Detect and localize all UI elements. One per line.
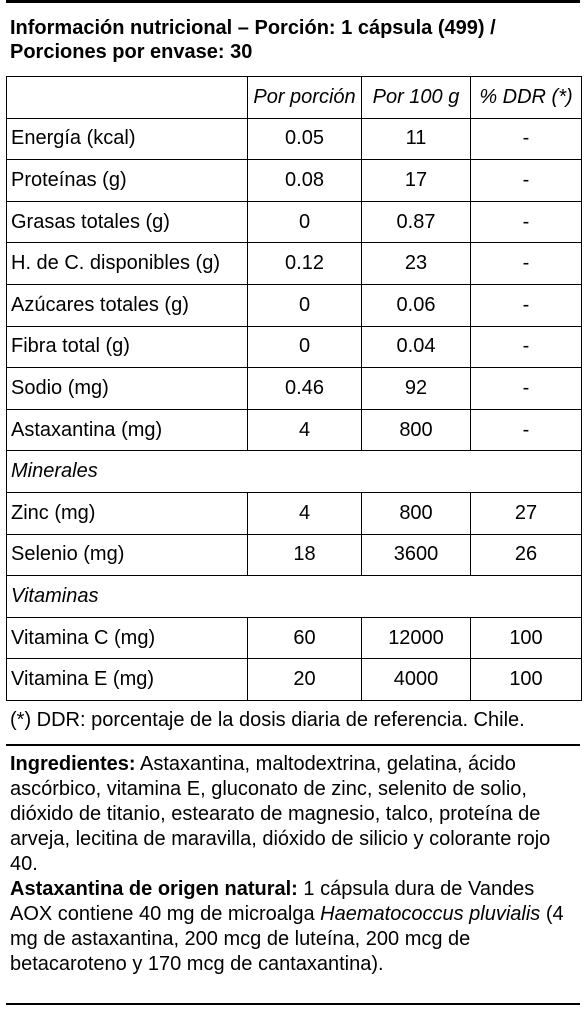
per-100g-value: 3600 [362, 534, 471, 576]
ddr-value: - [471, 243, 582, 285]
table-row [7, 284, 582, 326]
nutrient-name: Grasas totales (g) [7, 201, 248, 243]
table-row [7, 326, 582, 368]
per-100g-value: 23 [362, 243, 471, 285]
table-row [7, 409, 582, 451]
column-header-per-100g: Por 100 g [362, 77, 471, 119]
ingredients-block [10, 752, 580, 977]
ddr-value: - [471, 409, 582, 451]
per-100g-value: 12000 [362, 617, 471, 659]
per-serving-value: 0.46 [248, 368, 362, 410]
ddr-value: - [471, 201, 582, 243]
table-row [7, 492, 582, 534]
column-header-ddr: % DDR (*) [471, 77, 582, 119]
ddr-value: 100 [471, 659, 582, 701]
table-row [7, 160, 582, 202]
table-row [7, 659, 582, 701]
ingredients-text: Astaxantina, maltodextrina, gelatina, ácido ascórbico, vitamina E, gluconato de zinc, selenito de solio, dióxido de titanio, estearato de magnesio, talco, proteína de arveja, lecitina de maravilla, dióxido de silicio y colorante rojo 40. [10, 753, 551, 875]
nutrient-name: Fibra total (g) [7, 326, 248, 368]
nutrient-name: Azúcares totales (g) [7, 284, 248, 326]
per-100g-value: 4000 [362, 659, 471, 701]
per-100g-value: 17 [362, 160, 471, 202]
table-row [7, 118, 582, 160]
ddr-value: - [471, 284, 582, 326]
per-100g-value: 92 [362, 368, 471, 410]
per-serving-value: 4 [248, 409, 362, 451]
header-line-1: Información nutricional – Porción: 1 cápsula (499) / [10, 17, 496, 39]
nutrient-name: Astaxantina (mg) [7, 409, 248, 451]
per-100g-value: 0.87 [362, 201, 471, 243]
table-row [7, 534, 582, 576]
nutrient-name: Proteínas (g) [7, 160, 248, 202]
per-serving-value: 20 [248, 659, 362, 701]
bottom-rule [6, 1003, 580, 1005]
per-serving-value: 0 [248, 201, 362, 243]
nutrient-name: Sodio (mg) [7, 368, 248, 410]
ddr-value: - [471, 326, 582, 368]
per-100g-value: 11 [362, 118, 471, 160]
per-100g-value: 0.06 [362, 284, 471, 326]
per-100g-value: 800 [362, 492, 471, 534]
ingredients-label: Ingredientes: [10, 753, 136, 775]
nutrient-name: H. de C. disponibles (g) [7, 243, 248, 285]
ddr-footnote: (*) DDR: porcentaje de la dosis diaria de referencia. Chile. [10, 709, 525, 731]
per-serving-value: 0 [248, 326, 362, 368]
origin-label: Astaxantina de origen natural: [10, 878, 298, 900]
origin-text-2: (4 mg de astaxantina, 200 mcg de luteína, 200 mcg de betacaroteno y 170 mcg de cantaxantina). [10, 903, 564, 975]
section-row-minerals [7, 451, 582, 493]
origin-species: Haematococcus pluvialis [320, 903, 541, 925]
column-header-per-serving: Por porción [248, 77, 362, 119]
nutrition-header [10, 16, 580, 64]
per-serving-value: 60 [248, 617, 362, 659]
nutrient-name: Vitamina C (mg) [7, 617, 248, 659]
per-serving-value: 0.05 [248, 118, 362, 160]
nutrient-name: Energía (kcal) [7, 118, 248, 160]
ddr-value: 27 [471, 492, 582, 534]
top-rule [6, 0, 580, 3]
ddr-value: - [471, 368, 582, 410]
per-serving-value: 0.12 [248, 243, 362, 285]
table-row [7, 368, 582, 410]
nutrient-name: Vitamina E (mg) [7, 659, 248, 701]
section-row-vitamins [7, 576, 582, 618]
table-row [7, 201, 582, 243]
ddr-value: 100 [471, 617, 582, 659]
header-line-2: Porciones por envase: 30 [10, 41, 253, 63]
section-divider [6, 744, 580, 746]
table-row [7, 243, 582, 285]
column-header-name [7, 77, 248, 119]
per-serving-value: 18 [248, 534, 362, 576]
per-serving-value: 4 [248, 492, 362, 534]
per-serving-value: 0 [248, 284, 362, 326]
origin-text-1: 1 cápsula dura de Vandes AOX contiene 40 mg de microalga [10, 878, 535, 925]
table-header-row [7, 77, 582, 119]
ddr-value: - [471, 118, 582, 160]
nutrition-table [6, 76, 582, 701]
table-row [7, 617, 582, 659]
per-100g-value: 0.04 [362, 326, 471, 368]
nutrient-name: Zinc (mg) [7, 492, 248, 534]
nutrient-name: Selenio (mg) [7, 534, 248, 576]
per-100g-value: 800 [362, 409, 471, 451]
section-label-minerals: Minerales [7, 451, 582, 493]
per-serving-value: 0.08 [248, 160, 362, 202]
ddr-value: - [471, 160, 582, 202]
ddr-value: 26 [471, 534, 582, 576]
section-label-vitamins: Vitaminas [7, 576, 582, 618]
